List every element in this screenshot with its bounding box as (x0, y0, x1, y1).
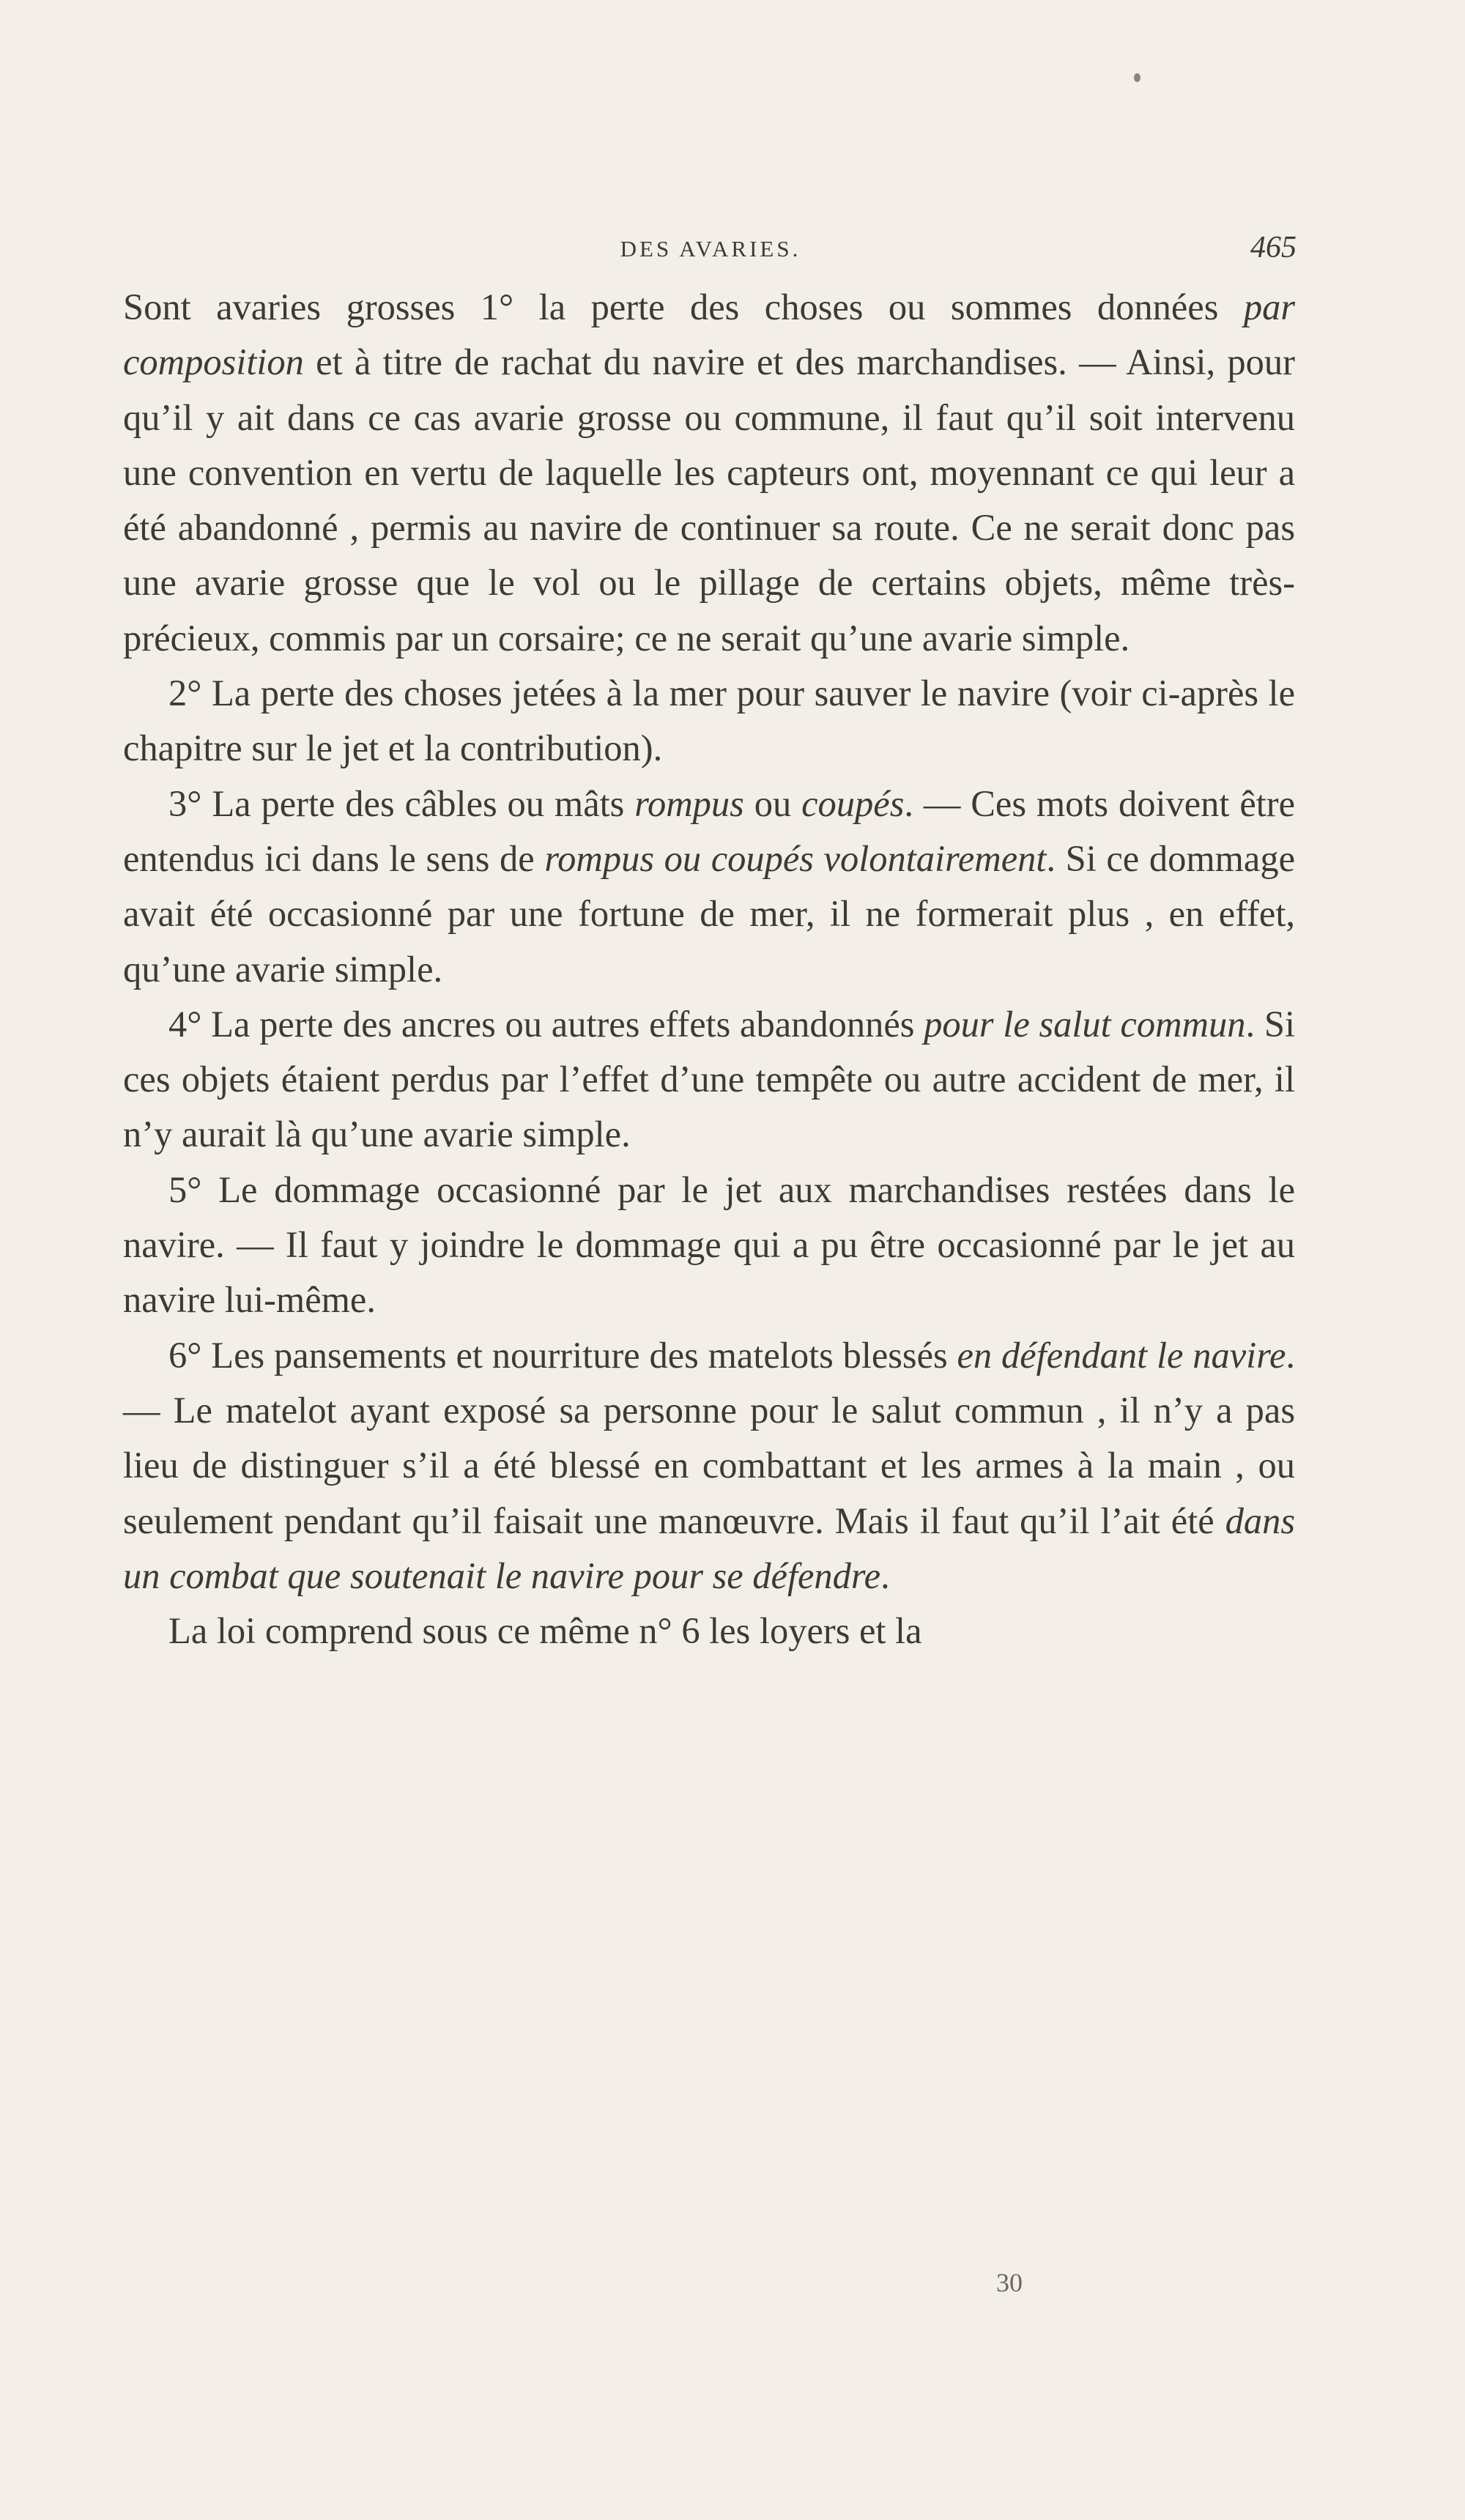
text-segment: La loi comprend sous ce même n° 6 les loyers et la (168, 1610, 922, 1652)
italic-segment: dans un combat que soutenait le navire pour se défendre (123, 1500, 1295, 1596)
text-segment: Sont avaries grosses 1° la perte des choses ou sommes données (123, 286, 1244, 327)
text-segment: . (880, 1554, 890, 1596)
text-segment: . — Ces mots doivent être entendus ici dans le sens de (123, 782, 1295, 879)
ink-speck (1134, 73, 1141, 82)
signature-mark: 30 (996, 2268, 1023, 2297)
page-number: 465 (1250, 231, 1297, 264)
body-text (123, 280, 1295, 1659)
text-segment: . — Le matelot ayant exposé sa personne pour le salut commun , il n’y a pas lieu de distinguer s’il a été blessé en combattant et les armes à la main , ou seulement pendant qu’il faisait une manœuvre. Mais il faut qu’il l’ait été (123, 1334, 1296, 1541)
paragraph-3 (123, 777, 1295, 997)
text-segment: 3° La perte des câbles ou mâts (168, 782, 635, 824)
text-segment: 2° La perte des choses jetées à la mer pour sauver le navire (voir ci-après le chapitre sur le jet et la contribution). (123, 672, 1295, 769)
italic-segment: rompus (634, 782, 744, 824)
italic-segment: coupés (801, 782, 905, 824)
italic-segment: par composition (123, 286, 1295, 383)
text-segment: 5° Le dommage occasionné par le jet aux marchandises restées dans le navire. — Il faut y joindre le dommage qui a pu être occasionné par le jet au navire lui-même. (123, 1168, 1295, 1321)
paragraph-7 (123, 1604, 1295, 1659)
text-segment: et à titre de rachat du navire et des marchandises. — Ainsi, pour qu’il y ait dans ce cas avarie grosse ou commune, il faut qu’il soit intervenu une convention en vertu de laquelle les capteurs ont, moyennant ce qui leur a été abandonné , permis au navire de continuer sa route. Ce ne serait donc pas une avarie grosse que le vol ou le pillage de certains objets, même très-précieux, commis par un corsaire; ce ne serait qu’une avarie simple. (123, 341, 1295, 659)
paragraph-5 (123, 1163, 1295, 1328)
running-head (125, 233, 1297, 270)
italic-segment: pour le salut commun (924, 1003, 1246, 1045)
running-title: DES AVARIES. (620, 236, 801, 262)
paragraph-2 (123, 666, 1295, 777)
text-segment: . Si ces objets étaient perdus par l’effet d’une tempête ou autre accident de mer, il n’y aurait là qu’une avarie simple. (123, 1003, 1295, 1155)
paragraph-6 (123, 1328, 1295, 1604)
paragraph-4 (123, 997, 1295, 1163)
text-segment: ou (743, 782, 802, 824)
text-segment: 4° La perte des ancres ou autres effets abandonnés (168, 1003, 924, 1045)
paragraph-1 (123, 280, 1295, 666)
italic-segment: rompus ou coupés volontairement (544, 837, 1047, 879)
text-segment: . Si ce dommage avait été occasionné par une fortune de mer, il ne formerait plus , en effet, qu’une avarie simple. (123, 837, 1295, 990)
italic-segment: en défendant le navire (957, 1334, 1286, 1376)
text-segment: 6° Les pansements et nourriture des matelots blessés (168, 1334, 957, 1376)
